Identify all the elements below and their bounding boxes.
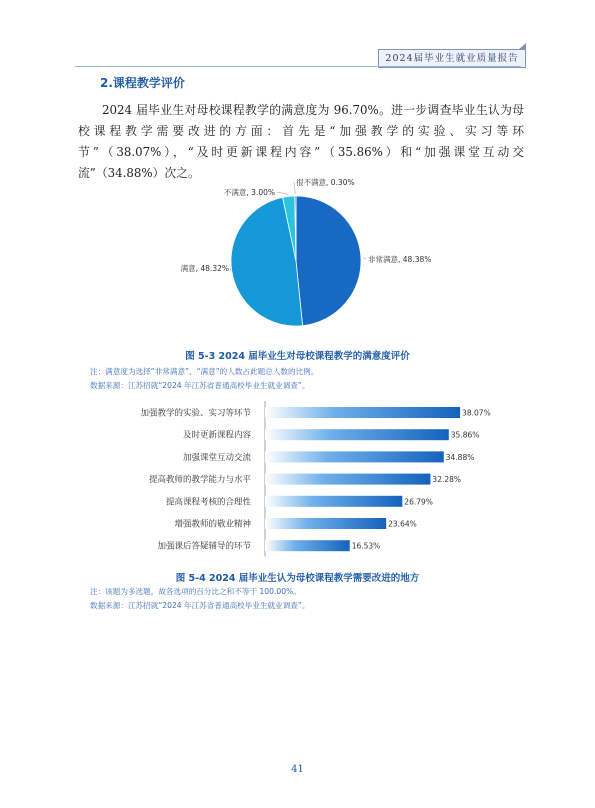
- bar-value-label: 34.88%: [445, 452, 475, 462]
- bar-value-label: 23.64%: [388, 519, 417, 529]
- bar-category-label: 及时更新课程内容: [182, 430, 251, 441]
- bar-7: [265, 540, 350, 551]
- bar-category-label: 提高教师的教学能力与水平: [148, 475, 251, 486]
- paragraph-text: 2024 届毕业生对母校课程教学的满意度为 96.70%。进一步调查毕业生认为母校课程教学需要改进的方面：首先是“加强教学的实验、实习等环节”（38.07%），“及时更新课程内容”（35.86%）和“加强课堂互动交流”（34.88%）次之。: [78, 103, 524, 180]
- pie-leader-line: [277, 192, 288, 194]
- figure2-note: 注：该题为多选题，故各选项的百分比之和不等于 100.00%。: [90, 587, 301, 596]
- pie-slice-1: [296, 196, 361, 326]
- bar-2: [265, 429, 449, 440]
- pie-label: 满意, 48.32%: [180, 264, 229, 273]
- figure1-note: 注：满意度为选择“非常满意”、“满意”的人数占此题总人数的比例。: [90, 367, 319, 376]
- pie-label: 不满意, 3.00%: [223, 188, 275, 197]
- bar-value-label: 32.28%: [432, 475, 462, 485]
- bar-category-label: 提高课程考核的合理性: [165, 497, 251, 508]
- figure1-caption: 图 5-3 2024 届毕业生对母校课程教学的满意度评价: [185, 351, 410, 362]
- pie-leader-line: [230, 268, 231, 271]
- bar-1: [265, 407, 460, 418]
- bar-value-label: 26.79%: [404, 497, 433, 507]
- header-title: 2024届毕业生就业质量报告: [378, 49, 526, 68]
- bar-4: [265, 474, 430, 485]
- figure2-source: 数据来源：江苏招就“2024 年江苏省普通高校毕业生就业调查”。: [90, 601, 310, 610]
- bar-category-label: 加强课后答疑辅导的环节: [157, 541, 251, 552]
- bar-category-label: 加强课堂互动交流: [182, 452, 251, 463]
- page-number: 41: [291, 764, 304, 775]
- bar-category-label: 加强教学的实验、实习等环节: [140, 408, 251, 419]
- satisfaction-pie-chart: [181, 177, 432, 326]
- pie-label: 非常满意, 48.38%: [368, 255, 432, 264]
- section-title: 2.课程教学评价: [100, 76, 185, 90]
- improvement-bar-chart: [140, 401, 490, 556]
- bar-value-label: 16.53%: [351, 541, 381, 551]
- figure2-caption: 图 5-4 2024 届毕业生认为母校课程教学需要改进的地方: [175, 573, 420, 584]
- bar-3: [265, 451, 444, 462]
- figure1-source: 数据来源：江苏招就“2024 年江苏省普通高校毕业生就业调查”。: [90, 381, 310, 390]
- pie-label: 很不满意, 0.30%: [296, 178, 355, 187]
- bar-value-label: 38.07%: [462, 408, 491, 418]
- bar-6: [265, 518, 386, 529]
- bar-category-label: 增强教师的敬业精神: [174, 519, 251, 530]
- bar-value-label: 35.86%: [450, 430, 480, 440]
- bar-5: [265, 496, 402, 507]
- pie-leader-line: [363, 258, 366, 259]
